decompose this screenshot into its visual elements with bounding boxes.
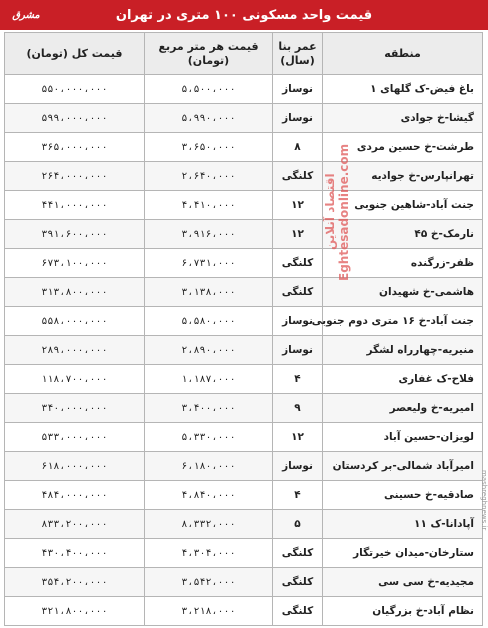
price-per-sqm-cell: ۳،۶۵۰،۰۰۰ <box>145 133 273 162</box>
price-per-sqm-cell: ۶،۷۳۱،۰۰۰ <box>145 249 273 278</box>
age-cell: ۹ <box>273 394 323 423</box>
region-cell: ستارخان-میدان خیرتگار <box>323 539 483 568</box>
age-cell: کلنگی <box>273 568 323 597</box>
total-price-cell: ۳۹۱،۶۰۰،۰۰۰ <box>5 220 145 249</box>
table-row <box>5 220 483 249</box>
age-cell: ۴ <box>273 481 323 510</box>
price-per-sqm-cell: ۱،۱۸۷،۰۰۰ <box>145 365 273 394</box>
region-cell: ظفر-زرگنده <box>323 249 483 278</box>
total-price-cell: ۵۵۸،۰۰۰،۰۰۰ <box>5 307 145 336</box>
region-cell: لویزان-حسین آباد <box>323 423 483 452</box>
region-cell: منیریه-چهارراه لشگر <box>323 336 483 365</box>
column-header-price-per-sqm: قیمت هر متر مربع (تومان) <box>145 33 273 75</box>
region-cell: نظام آباد-خ بزرگیان <box>323 597 483 626</box>
table-row <box>5 249 483 278</box>
table-row <box>5 597 483 626</box>
mashregh-logo: مشرق <box>12 9 40 21</box>
site-mark: mashreghnews.ir <box>480 470 488 531</box>
watermark: اقتصاد آنلاین Eghtesadonline.com <box>323 143 351 281</box>
total-price-cell: ۱۱۸،۷۰۰،۰۰۰ <box>5 365 145 394</box>
table-row <box>5 365 483 394</box>
column-header-total-price: قیمت کل (تومان) <box>5 33 145 75</box>
region-cell: گیشا-خ جوادی <box>323 104 483 133</box>
price-per-sqm-cell: ۴،۳۰۴،۰۰۰ <box>145 539 273 568</box>
table-row <box>5 278 483 307</box>
total-price-cell: ۴۴۱،۰۰۰،۰۰۰ <box>5 191 145 220</box>
region-cell: امیرآباد شمالی-بر کردستان <box>323 452 483 481</box>
table-row <box>5 539 483 568</box>
table-row <box>5 75 483 104</box>
age-cell: ۴ <box>273 365 323 394</box>
column-header-region: منطقه <box>323 33 483 75</box>
total-price-cell: ۳۱۳،۸۰۰،۰۰۰ <box>5 278 145 307</box>
region-cell: تهرانپارس-خ جوادیه <box>323 162 483 191</box>
table-row <box>5 104 483 133</box>
age-cell: کلنگی <box>273 597 323 626</box>
age-cell: ۱۲ <box>273 191 323 220</box>
table-row <box>5 394 483 423</box>
region-cell: جنت آباد-شاهین جنوبی <box>323 191 483 220</box>
total-price-cell: ۴۳۰،۴۰۰،۰۰۰ <box>5 539 145 568</box>
age-cell: کلنگی <box>273 162 323 191</box>
table-row <box>5 568 483 597</box>
region-cell: مجیدیه-خ سی سی <box>323 568 483 597</box>
price-per-sqm-cell: ۸،۳۳۲،۰۰۰ <box>145 510 273 539</box>
price-per-sqm-cell: ۵،۳۳۰،۰۰۰ <box>145 423 273 452</box>
table-header-row <box>5 33 483 75</box>
table-row <box>5 336 483 365</box>
table-row <box>5 452 483 481</box>
region-cell: جنت آباد-خ ۱۶ متری دوم جنوبی <box>323 307 483 336</box>
table-row <box>5 481 483 510</box>
price-per-sqm-cell: ۶،۱۸۰،۰۰۰ <box>145 452 273 481</box>
price-per-sqm-cell: ۲،۶۴۰،۰۰۰ <box>145 162 273 191</box>
region-cell: آپادانا-ک ۱۱ <box>323 510 483 539</box>
total-price-cell: ۳۶۵،۰۰۰،۰۰۰ <box>5 133 145 162</box>
table-row <box>5 510 483 539</box>
total-price-cell: ۶۱۸،۰۰۰،۰۰۰ <box>5 452 145 481</box>
price-per-sqm-cell: ۳،۴۰۰،۰۰۰ <box>145 394 273 423</box>
age-cell: ۱۲ <box>273 220 323 249</box>
price-per-sqm-cell: ۳،۲۱۸،۰۰۰ <box>145 597 273 626</box>
table-row <box>5 307 483 336</box>
region-cell: باغ فیض-ک گلهای ۱ <box>323 75 483 104</box>
age-cell: ۵ <box>273 510 323 539</box>
table-row <box>5 162 483 191</box>
region-cell: نارمک-خ ۴۵ <box>323 220 483 249</box>
age-cell: نوساز <box>273 104 323 133</box>
age-cell: ۸ <box>273 133 323 162</box>
age-cell: نوساز <box>273 336 323 365</box>
age-cell: کلنگی <box>273 539 323 568</box>
total-price-cell: ۴۸۴،۰۰۰،۰۰۰ <box>5 481 145 510</box>
page-title: قیمت واحد مسکونی ۱۰۰ متری در تهران <box>115 7 373 23</box>
price-per-sqm-cell: ۳،۱۳۸،۰۰۰ <box>145 278 273 307</box>
total-price-cell: ۵۳۳،۰۰۰،۰۰۰ <box>5 423 145 452</box>
region-cell: صادقیه-خ حسینی <box>323 481 483 510</box>
total-price-cell: ۳۴۰،۰۰۰،۰۰۰ <box>5 394 145 423</box>
price-per-sqm-cell: ۵،۵۰۰،۰۰۰ <box>145 75 273 104</box>
age-cell: نوساز <box>273 75 323 104</box>
age-cell: کلنگی <box>273 249 323 278</box>
age-cell: نوساز <box>273 452 323 481</box>
total-price-cell: ۵۵۰،۰۰۰،۰۰۰ <box>5 75 145 104</box>
price-per-sqm-cell: ۵،۹۹۰،۰۰۰ <box>145 104 273 133</box>
price-per-sqm-cell: ۳،۹۱۶،۰۰۰ <box>145 220 273 249</box>
price-per-sqm-cell: ۴،۴۱۰،۰۰۰ <box>145 191 273 220</box>
table-row <box>5 191 483 220</box>
age-cell: کلنگی <box>273 278 323 307</box>
region-cell: هاشمی-خ شهیدان <box>323 278 483 307</box>
total-price-cell: ۶۷۳،۱۰۰،۰۰۰ <box>5 249 145 278</box>
table-row <box>5 423 483 452</box>
price-table <box>4 32 483 626</box>
price-per-sqm-cell: ۴،۸۴۰،۰۰۰ <box>145 481 273 510</box>
title-bar <box>0 0 488 30</box>
total-price-cell: ۸۳۳،۲۰۰،۰۰۰ <box>5 510 145 539</box>
price-per-sqm-cell: ۳،۵۴۲،۰۰۰ <box>145 568 273 597</box>
price-per-sqm-cell: ۲،۸۹۰،۰۰۰ <box>145 336 273 365</box>
region-cell: طرشت-خ حسین مردی <box>323 133 483 162</box>
region-cell: فلاح-ک غفاری <box>323 365 483 394</box>
age-cell: ۱۲ <box>273 423 323 452</box>
total-price-cell: ۵۹۹،۰۰۰،۰۰۰ <box>5 104 145 133</box>
price-per-sqm-cell: ۵،۵۸۰،۰۰۰ <box>145 307 273 336</box>
total-price-cell: ۳۵۴،۲۰۰،۰۰۰ <box>5 568 145 597</box>
total-price-cell: ۳۲۱،۸۰۰،۰۰۰ <box>5 597 145 626</box>
region-cell: امیریه-خ ولیعصر <box>323 394 483 423</box>
column-header-age: عمر بنا (سال) <box>273 33 323 75</box>
total-price-cell: ۲۸۹،۰۰۰،۰۰۰ <box>5 336 145 365</box>
total-price-cell: ۲۶۴،۰۰۰،۰۰۰ <box>5 162 145 191</box>
table-row <box>5 133 483 162</box>
age-cell: نوساز <box>273 307 323 336</box>
